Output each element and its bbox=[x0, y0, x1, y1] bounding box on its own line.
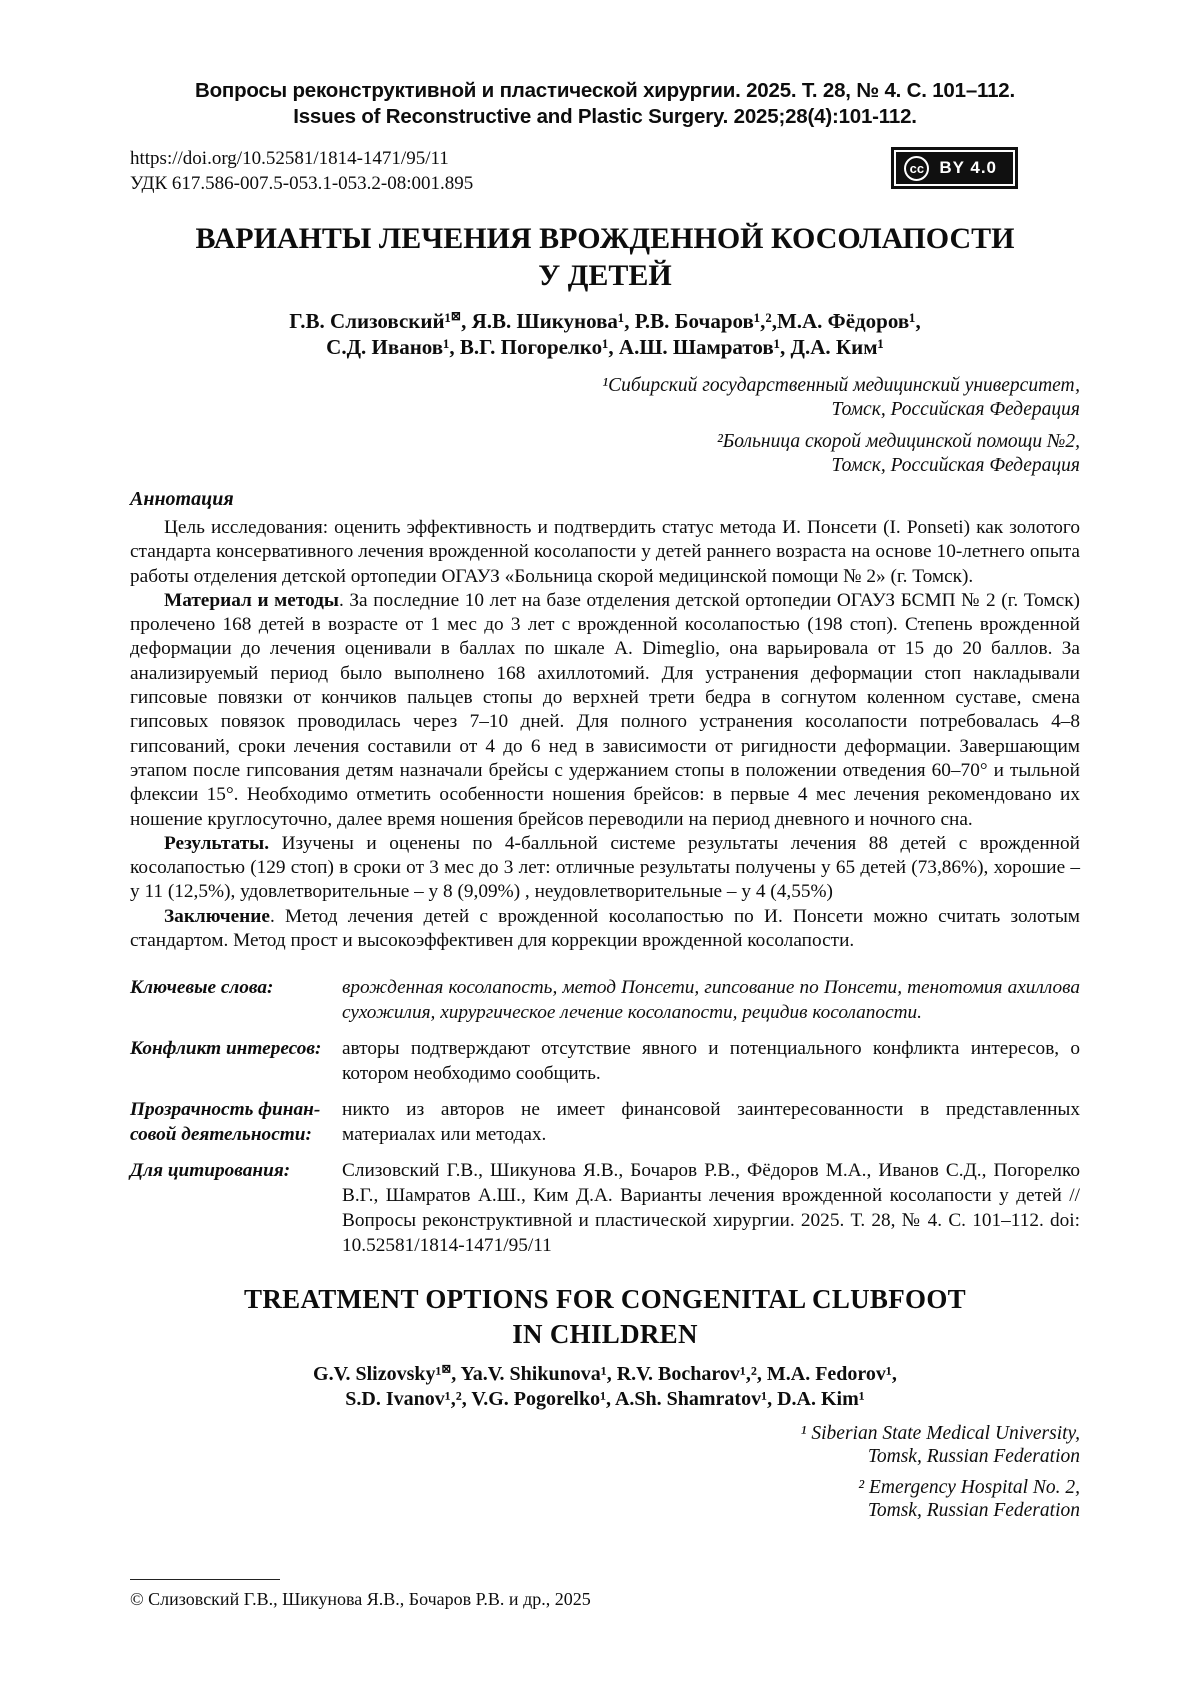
authors-en bbox=[130, 1362, 1080, 1412]
keywords-label: Ключевые слова: bbox=[130, 977, 274, 999]
citation-value: Слизовский Г.В., Шикунова Я.В., Бочаров Р.В., Фёдоров М.А., Иванов С.Д., Погорелко В.Г., Шамратов А.Ш., Ким Д.А. Варианты лечения врожденной косолапости у детей // Вопросы реконструктивной и пластической хирургии. 2025. Т. 28, № 4. С. 101–112. doi: 10.52581/1814-1471/95/11 bbox=[342, 1160, 1080, 1257]
abstract-paragraph-results bbox=[130, 832, 1080, 905]
keywords-value: врожденная косолапость, метод Понсети, гипсование по Понсети, тенотомия ахиллова сухожилия, хирургическое лечение косолапости, рецидив косолапости. bbox=[342, 977, 1080, 1024]
article-title-ru bbox=[130, 220, 1080, 294]
authors-ru bbox=[130, 308, 1080, 360]
abstract-paragraph-methods bbox=[130, 589, 1080, 832]
affiliation-ru-2-name: ²Больница скорой медицинской помощи №2, bbox=[716, 431, 1080, 452]
journal-header bbox=[130, 78, 1080, 130]
affiliation-ru-2-city: Томск, Российская Федерация bbox=[831, 455, 1080, 476]
conflict-of-interest-value: авторы подтверждают отсутствие явного и потенциального конфликта интересов, о котором необходимо сообщить. bbox=[342, 1038, 1080, 1085]
cc-by-license-badge[interactable] bbox=[891, 147, 1018, 189]
journal-title-en: Issues of Reconstructive and Plastic Surgery. 2025;28(4):101-112. bbox=[293, 105, 917, 128]
affiliation-en-2 bbox=[130, 1476, 1080, 1522]
paragraph-text: Изучены и оценены по 4-балльной системе результаты лечения 88 детей с врожденной косолапостью (129 стоп) в сроки от 3 мес до 3 лет: отличные результаты получены у 65 детей (73,86%), хорошие – у 11 (12,5%), удовлетворительные – у 8 (9,09%) , неудовлетворительные – у 4 (4,55%) bbox=[130, 832, 1080, 903]
cc-license-label: BY 4.0 bbox=[939, 158, 997, 177]
affiliation-ru-1-city: Томск, Российская Федерация bbox=[831, 399, 1080, 420]
authors-en-line1: G.V. Slizovsky¹⊠, Ya.V. Shikunova¹, R.V. Bocharov¹,², M.A. Fedorov¹, bbox=[313, 1362, 897, 1386]
footer-rule bbox=[130, 1579, 280, 1580]
affiliation-ru-1-name: ¹Сибирский государственный медицинский университет, bbox=[602, 375, 1080, 396]
affiliation-en-2-name: ² Emergency Hospital No. 2, bbox=[858, 1477, 1080, 1499]
copyright-notice: © Слизовский Г.В., Шикунова Я.В., Бочаров Р.В. и др., 2025 bbox=[130, 1589, 591, 1609]
paragraph-text: Цель исследования: оценить эффективность и подтвердить статус метода И. Понсети (I. Ponseti) как золотого стандарта консервативного лечения врожденной косолапости у детей раннего возраста на основе 10-летнего опыта работы отделения детской ортопедии ОГАУЗ «Больница скорой медицинской помощи № 2» (г. Томск). bbox=[130, 517, 1080, 587]
page-footer bbox=[130, 1579, 591, 1610]
affiliation-en-1-city: Tomsk, Russian Federation bbox=[867, 1446, 1080, 1468]
affiliation-en-1-name: ¹ Siberian State Medical University, bbox=[800, 1423, 1080, 1445]
paragraph-text: . За последние 10 лет на базе отделения детской ортопедии ОГАУЗ БСМП № 2 (г. Томск) пролечено 168 детей в возрасте от 1 мес до 3 лет с врожденной косолапостью (198 стоп). Степень врожденной деформации до лечения оценивали в баллах по шкале A. Dimeglio, она варьировала от 15 до 20 баллов. За анализируемый период было выполнено 168 ахиллотомий. Для устранения деформации стоп накладывали гипсовые повязки от кончиков пальцев стопы до верхней трети бедра в согнутом коленном суставе, смена гипсовых повязок проводилась через 7–10 дней. Для полного устранения косолапости потребовалась 4–8 гипсований, сроки лечения составили от 4 до 6 нед в зависимости от ригидности деформации. Завершающим этапом после гипсования детям назначали брейсы с удержанием стопы в положении отведения 60–70° и тыльной флексии 15°. Необходимо отметить особенности ношения брейсов: в первые 4 мес лечения рекомендовано их ношение круглосуточно, далее время ношения брейсов переводили на период дневного и ночного сна. bbox=[130, 589, 1080, 830]
conflict-of-interest-label: Конфликт интересов: bbox=[130, 1038, 322, 1060]
paragraph-lead: Материал и методы bbox=[164, 589, 339, 611]
affiliation-en-1 bbox=[130, 1422, 1080, 1468]
article-title-en-line2: IN CHILDREN bbox=[512, 1319, 698, 1350]
affiliation-en-2-city: Tomsk, Russian Federation bbox=[867, 1500, 1080, 1522]
article-info-table bbox=[130, 975, 1080, 1258]
article-title-ru-line1: ВАРИАНТЫ ЛЕЧЕНИЯ ВРОЖДЕННОЙ КОСОЛАПОСТИ bbox=[195, 222, 1015, 255]
financial-transparency-label: Прозрачность финансовой деятельности: bbox=[130, 1099, 321, 1146]
paragraph-lead: Результаты. bbox=[164, 832, 270, 854]
abstract-paragraph-aim bbox=[130, 516, 1080, 589]
article-title-ru-line2: У ДЕТЕЙ bbox=[538, 259, 672, 292]
citation-label: Для цитирования: bbox=[130, 1160, 291, 1182]
cc-icon: cc bbox=[904, 156, 929, 181]
affiliation-ru-1 bbox=[130, 374, 1080, 422]
doi-link[interactable]: https://doi.org/10.52581/1814-1471/95/11 bbox=[130, 148, 449, 169]
article-title-en bbox=[130, 1282, 1080, 1352]
authors-en-line2: S.D. Ivanov¹,², V.G. Pogorelko¹, A.Sh. Shamratov¹, D.A. Kim¹ bbox=[345, 1388, 865, 1411]
udk-number: УДК 617.586-007.5-053.1-053.2-08:001.895 bbox=[130, 173, 474, 194]
abstract-heading: Аннотация bbox=[130, 488, 234, 510]
cc-badge-inner bbox=[896, 152, 1013, 184]
abstract-paragraph-conclusion bbox=[130, 905, 1080, 954]
article-meta bbox=[130, 146, 1080, 198]
authors-ru-line2: С.Д. Иванов¹, В.Г. Погорелко¹, А.Ш. Шамратов¹, Д.А. Ким¹ bbox=[326, 335, 884, 359]
authors-ru-line1: Г.В. Слизовский¹⊠, Я.В. Шикунова¹, Р.В. Бочаров¹,²,М.А. Фёдоров¹, bbox=[289, 309, 921, 333]
article-title-en-line1: TREATMENT OPTIONS FOR CONGENITAL CLUBFOOT bbox=[244, 1284, 966, 1315]
affiliation-ru-2 bbox=[130, 430, 1080, 478]
paragraph-lead: Заключение bbox=[164, 905, 270, 927]
paragraph-text: . Метод лечения детей с врожденной косолапостью по И. Понсети можно считать золотым стандартом. Метод прост и высокоэффективен для коррекции врожденной косолапости. bbox=[130, 905, 1080, 952]
journal-title-ru: Вопросы реконструктивной и пластической хирургии. 2025. Т. 28, № 4. С. 101–112. bbox=[194, 79, 1016, 102]
financial-transparency-value: никто из авторов не имеет финансовой заинтересованности в представленных материалах или методах. bbox=[342, 1099, 1080, 1146]
abstract-body bbox=[130, 516, 1080, 953]
